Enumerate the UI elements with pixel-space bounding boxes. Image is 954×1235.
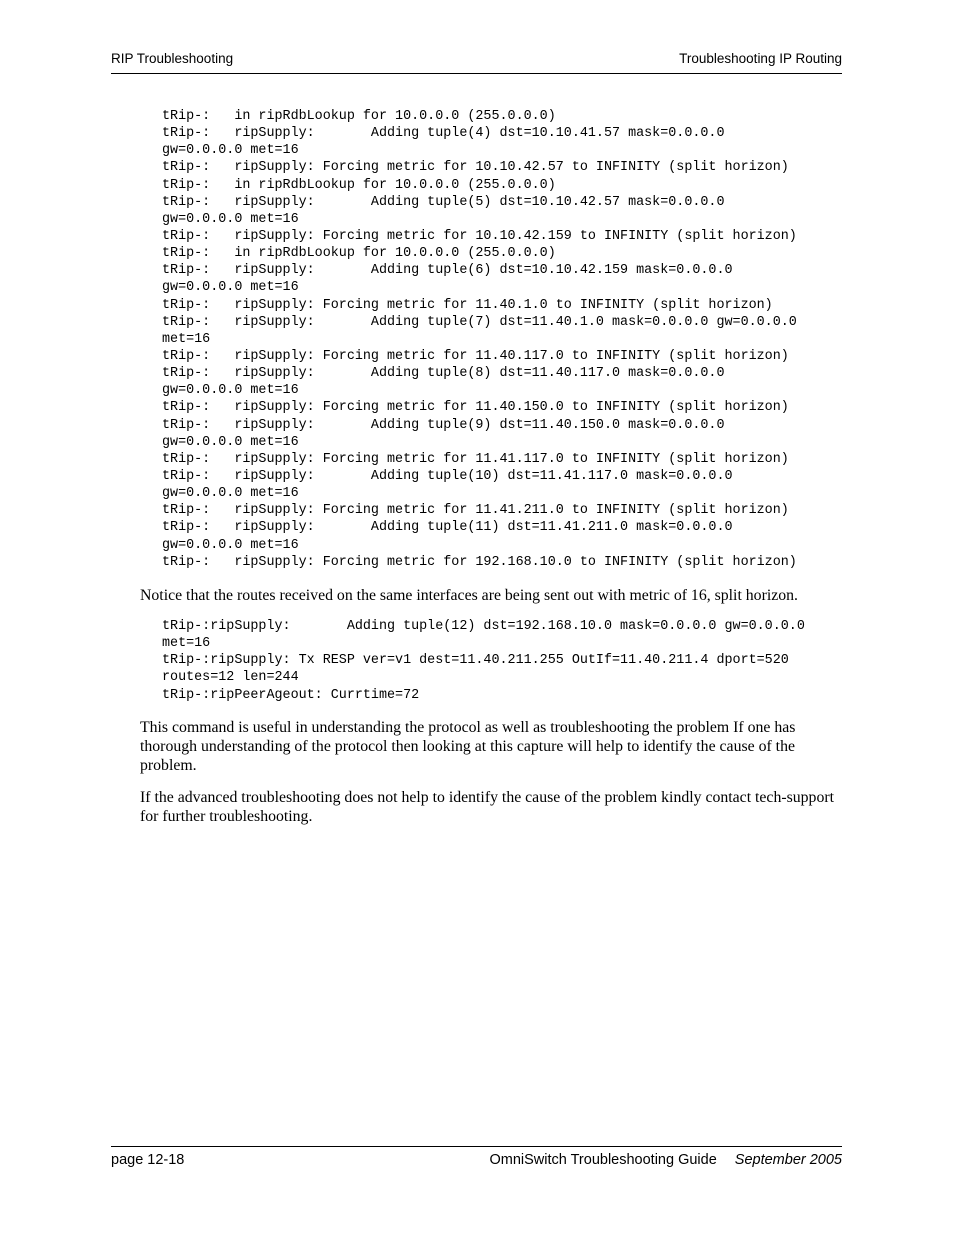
- body-paragraph-command-usefulness: This command is useful in understanding the protocol as well as troubleshooting the problem If one has thorough understanding of the protocol then looking at this capture will help to identify the cause of the problem.: [140, 719, 796, 774]
- code-line: tRip-: ripSupply: Adding tuple(6) dst=10.10.42.159 mask=0.0.0.0: [162, 263, 733, 279]
- body-paragraph-split-horizon-note: Notice that the routes received on the same interfaces are being sent out with metric of 16, split horizon.: [140, 587, 798, 604]
- page-header: [111, 51, 842, 74]
- code-line: tRip-: ripSupply: Adding tuple(5) dst=10.10.42.57 mask=0.0.0.0: [162, 194, 725, 210]
- code-line: tRip-: in ripRdbLookup for 10.0.0.0 (255.0.0.0): [162, 109, 556, 124]
- code-line: tRip-: ripSupply: Forcing metric for 11.40.117.0 to INFINITY (split horizon): [162, 348, 789, 364]
- code-line: tRip-: ripSupply: Adding tuple(8) dst=11.40.117.0 mask=0.0.0.0: [162, 366, 725, 382]
- footer-guide-title: OmniSwitch Troubleshooting Guide: [489, 1152, 717, 1168]
- code-line: gw=0.0.0.0 met=16: [162, 280, 299, 296]
- code-line: tRip-: in ripRdbLookup for 10.0.0.0 (255.0.0.0): [162, 177, 556, 193]
- page-footer: [111, 1146, 842, 1171]
- body-paragraph-contact-support: If the advanced troubleshooting does not help to identify the cause of the problem kindly contact tech-support for further troubleshooting.: [140, 789, 834, 825]
- code-line: tRip-: ripSupply: Forcing metric for 11.41.117.0 to INFINITY (split horizon): [162, 451, 789, 467]
- code-line: tRip-:ripSupply: Adding tuple(12) dst=192.168.10.0 mask=0.0.0.0 gw=0.0.0.0: [162, 619, 805, 634]
- code-line: gw=0.0.0.0 met=16: [162, 537, 299, 553]
- code-line: tRip-: ripSupply: Forcing metric for 11.41.211.0 to INFINITY (split horizon): [162, 503, 789, 519]
- footer-page-number: page 12-18: [111, 1152, 185, 1168]
- header-section-title: RIP Troubleshooting: [111, 51, 234, 66]
- code-block-rip-response-output: [162, 618, 805, 704]
- code-line: met=16: [162, 636, 211, 652]
- code-line: met=16: [162, 331, 211, 347]
- code-block-rip-debug-output: [162, 108, 797, 571]
- code-line: tRip-: ripSupply: Forcing metric for 10.10.42.57 to INFINITY (split horizon): [162, 160, 789, 176]
- code-line: tRip-:ripSupply: Tx RESP ver=v1 dest=11.40.211.255 OutIf=11.40.211.4 dport=520: [162, 653, 789, 669]
- code-line: tRip-: ripSupply: Forcing metric for 10.10.42.159 to INFINITY (split horizon): [162, 228, 797, 244]
- footer-publication: [489, 1152, 842, 1168]
- code-line: tRip-: ripSupply: Adding tuple(11) dst=11.41.211.0 mask=0.0.0.0: [162, 520, 733, 536]
- code-line: tRip-: ripSupply: Forcing metric for 192.168.10.0 to INFINITY (split horizon): [162, 554, 797, 570]
- code-line: tRip-: ripSupply: Adding tuple(9) dst=11.40.150.0 mask=0.0.0.0: [162, 417, 725, 433]
- code-line: gw=0.0.0.0 met=16: [162, 211, 299, 227]
- code-line: gw=0.0.0.0 met=16: [162, 486, 299, 502]
- code-line: tRip-: in ripRdbLookup for 10.0.0.0 (255.0.0.0): [162, 246, 556, 262]
- code-line: gw=0.0.0.0 met=16: [162, 143, 299, 159]
- code-line: gw=0.0.0.0 met=16: [162, 434, 299, 450]
- code-line: gw=0.0.0.0 met=16: [162, 383, 299, 399]
- footer-date: September 2005: [734, 1152, 842, 1168]
- code-line: tRip-:ripPeerAgeout: Currtime=72: [162, 687, 420, 703]
- code-line: routes=12 len=244: [162, 670, 299, 686]
- code-line: tRip-: ripSupply: Adding tuple(4) dst=10.10.41.57 mask=0.0.0.0: [162, 126, 725, 142]
- code-line: tRip-: ripSupply: Forcing metric for 11.40.150.0 to INFINITY (split horizon): [162, 400, 789, 416]
- code-line: tRip-: ripSupply: Adding tuple(7) dst=11.40.1.0 mask=0.0.0.0 gw=0.0.0.0: [162, 314, 797, 330]
- code-line: tRip-: ripSupply: Adding tuple(10) dst=11.41.117.0 mask=0.0.0.0: [162, 468, 733, 484]
- code-line: tRip-: ripSupply: Forcing metric for 11.40.1.0 to INFINITY (split horizon): [162, 297, 773, 313]
- header-chapter-title: Troubleshooting IP Routing: [679, 51, 842, 66]
